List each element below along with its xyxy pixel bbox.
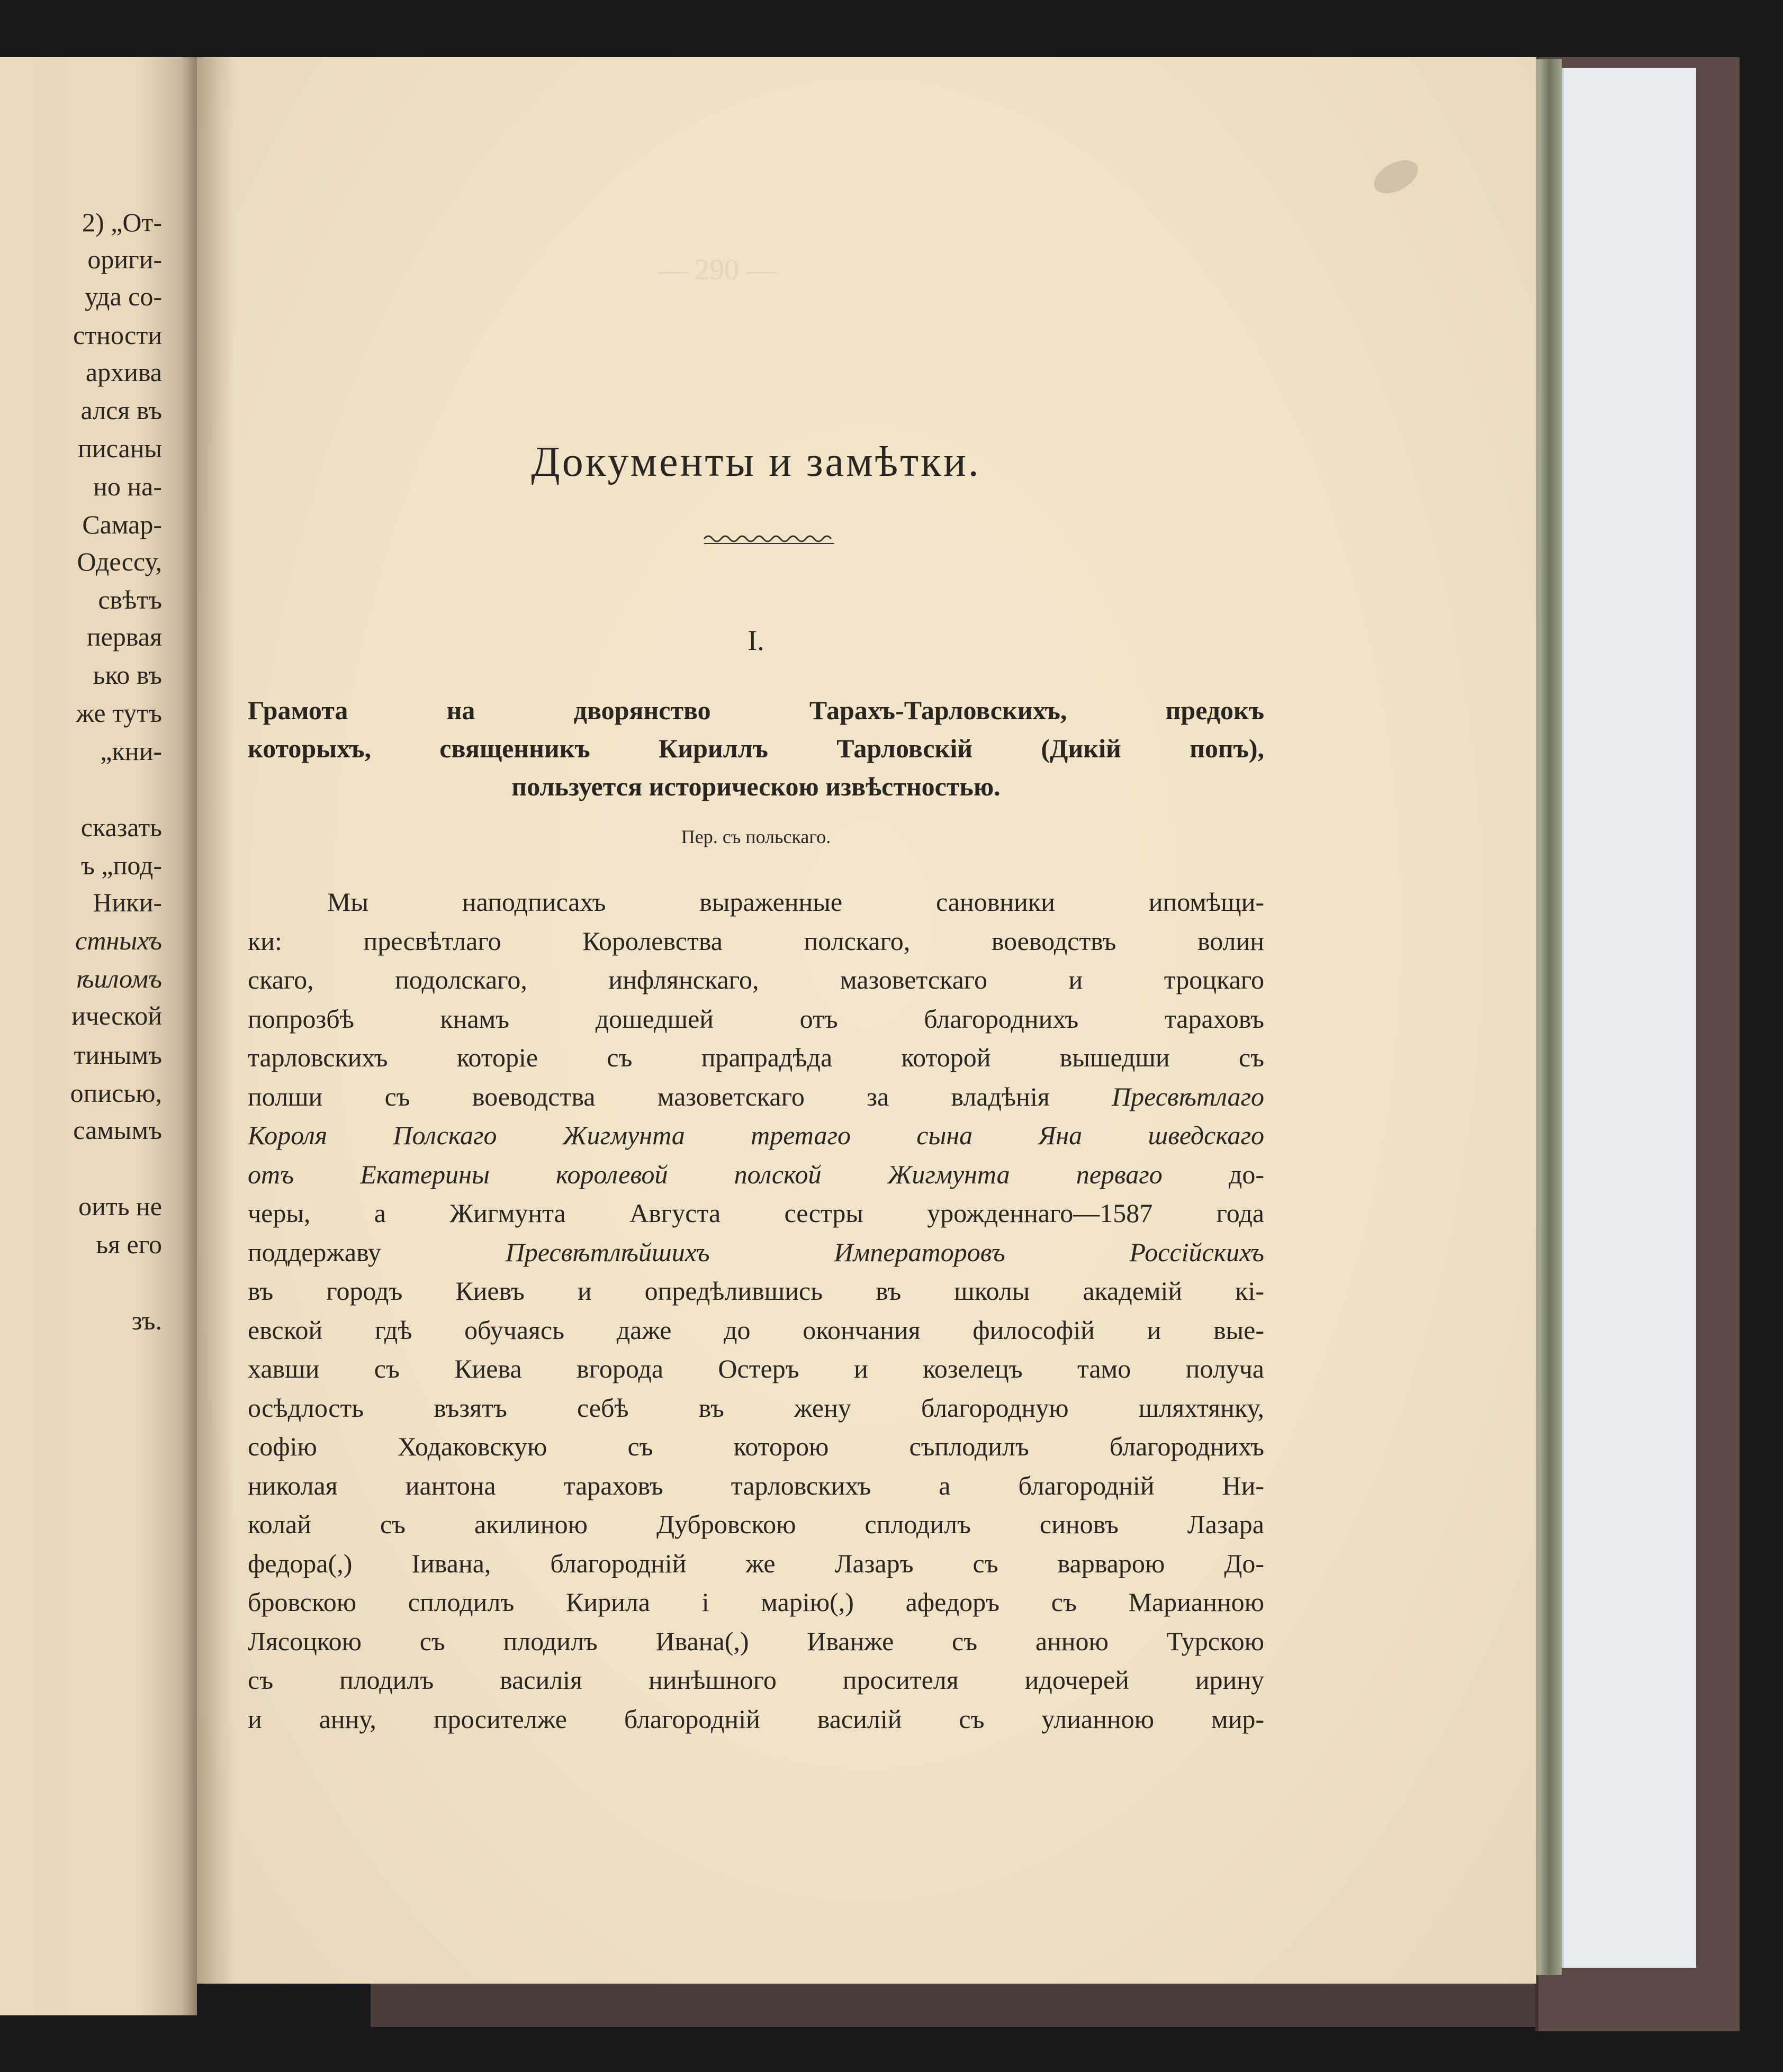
left-page-line: Ники- (93, 888, 162, 917)
left-page-line: первая (86, 622, 162, 652)
text-span: софію Ходаковскую съ которою съплодилъ благороднихъ (248, 1432, 1264, 1461)
left-page-line: писаны (78, 433, 162, 463)
body-line (248, 961, 1264, 1000)
left-page-line: самымъ (73, 1115, 162, 1145)
text-span: поддержаву (248, 1237, 506, 1267)
body-line (248, 1078, 1264, 1117)
left-page-line: оить не (78, 1191, 162, 1221)
body-line (248, 1038, 1264, 1078)
body-line (248, 1661, 1264, 1700)
body-line (248, 1427, 1264, 1467)
title-line: пользуется историческою извѣстностью. (511, 772, 1001, 801)
text-span: попрозбѣ кнамъ дошедшей отъ благороднихъ тараховъ (248, 1003, 1264, 1034)
italic-text: Пресвѣтлѣйшихъ Императоровъ Россійскихъ (505, 1237, 1264, 1267)
left-page-line: ической (71, 1001, 162, 1030)
text-span: полши съ воеводства мазоветскаго за владѣнія (248, 1081, 1112, 1111)
text-span: Мы наподписахъ выраженные сановники ипомѣщи- (327, 887, 1264, 917)
title-line: Грамота на дворянство Тарахъ-Тарловскихъ, предокъ (248, 695, 1264, 725)
paper-stain (1368, 153, 1424, 200)
endpaper (1562, 68, 1696, 1968)
left-page-line: архива (85, 357, 162, 387)
text-span: федора(,) Іивана, благородній же Лазаръ съ варварою До- (248, 1548, 1264, 1578)
body-line (248, 1155, 1264, 1195)
translation-note: Пер. съ польскаго. (681, 826, 831, 847)
document-title (248, 691, 1264, 806)
left-page-line: ъ „под- (81, 850, 162, 880)
body-line (248, 1350, 1264, 1389)
body-line (248, 1272, 1264, 1311)
italic-text: Пресвѣтлаго (1112, 1081, 1264, 1111)
text-span: николая иантона тараховъ тарловскихъ а благородній Ни- (248, 1470, 1264, 1500)
text-span: скаго, подолскаго, инфлянскаго, мазоветскаго и троцкаго (248, 965, 1264, 994)
text-span: бровскою сплодилъ Кирила і марію(,) афедоръ съ Марианною (248, 1587, 1264, 1617)
left-page-line: стности (73, 320, 162, 350)
left-page-line: ался въ (80, 395, 162, 425)
italic-text: отъ Екатерины королевой полской Жигмунта перваго (248, 1159, 1163, 1189)
body-line (248, 1194, 1264, 1233)
italic-text: Короля Полскаго Жигмунта третаго сына Яна шведскаго (248, 1120, 1264, 1150)
left-page (0, 57, 197, 2015)
body-line (248, 1467, 1264, 1506)
body-line (248, 1700, 1264, 1739)
gutter-shadow (197, 57, 234, 1984)
left-page-line: же тутъ (76, 698, 162, 728)
section-number: I. (748, 625, 764, 656)
left-page-line: ориги- (87, 245, 162, 274)
text-span: черы, а Жигмунта Августа сестры урожденнаго—1587 года (248, 1198, 1264, 1228)
body-line (248, 1311, 1264, 1350)
body-line (248, 1544, 1264, 1584)
text-span: евской гдѣ обучаясь даже до окончания философій и вые- (248, 1315, 1264, 1345)
body-line (248, 1389, 1264, 1428)
left-page-line: уда со- (85, 282, 162, 311)
body-line (248, 1000, 1264, 1039)
text-span: до- (1162, 1159, 1264, 1189)
text-span: ки: пресвѣтлаго Королевства полскаго, воеводствъ волин (248, 926, 1264, 956)
left-page-line: Одессу, (77, 547, 162, 576)
body-line (248, 1233, 1264, 1272)
body-line (248, 1583, 1264, 1622)
text-span: тарловскихъ которіе съ прапрадѣда которой вышедши съ (248, 1043, 1264, 1072)
left-page-line: зъ. (131, 1306, 162, 1335)
left-page-line: Самар- (82, 510, 162, 539)
left-page-line: ѣиломъ (76, 964, 162, 993)
left-page-line: „кни- (100, 736, 162, 766)
body-text (248, 883, 1264, 1739)
body-line (248, 1116, 1264, 1155)
text-span: осѣдлость възятъ себѣ въ жену благородную шляхтянку, (248, 1392, 1264, 1423)
left-page-line: ько въ (93, 660, 162, 690)
body-line (248, 1505, 1264, 1544)
bleed-through-page-number: — 290 — (658, 254, 776, 286)
body-line (248, 883, 1264, 922)
body-line (248, 922, 1264, 961)
left-page-line: стныхъ (75, 926, 162, 955)
title-line: которыхъ, священникъ Кириллъ Тарловскій (Дикій попъ), (248, 734, 1264, 763)
text-span: въ городъ Киевъ и опредѣлившись въ школы академій кі- (248, 1276, 1264, 1306)
right-page (197, 57, 1536, 1984)
page-heading: Документы и замѣтки. (531, 439, 981, 485)
text-span: колай съ акилиною Дубровскою сплодилъ синовъ Лазара (248, 1509, 1264, 1539)
text-span: хавши съ Киева вгорода Остеръ и козелецъ тамо получа (248, 1354, 1264, 1383)
left-page-line: свѣтъ (98, 585, 162, 614)
left-page-line: но на- (93, 472, 162, 501)
left-page-line: тинымъ (74, 1040, 162, 1070)
left-page-line: ья его (96, 1229, 162, 1259)
left-page-line: 2) „От- (82, 207, 162, 237)
text-span: Лясоцкою съ плодилъ Ивана(,) Иванже съ анною Турскою (248, 1626, 1264, 1656)
text-span: и анну, просителже благородній василій съ улианною мир- (248, 1704, 1264, 1734)
ornament-divider (703, 531, 835, 547)
left-page-line: сказать (80, 812, 162, 842)
body-line (248, 1622, 1264, 1661)
text-span: съ плодилъ василія нинѣшного просителя идочерей ирину (248, 1665, 1264, 1695)
left-page-line: описью, (70, 1078, 162, 1108)
